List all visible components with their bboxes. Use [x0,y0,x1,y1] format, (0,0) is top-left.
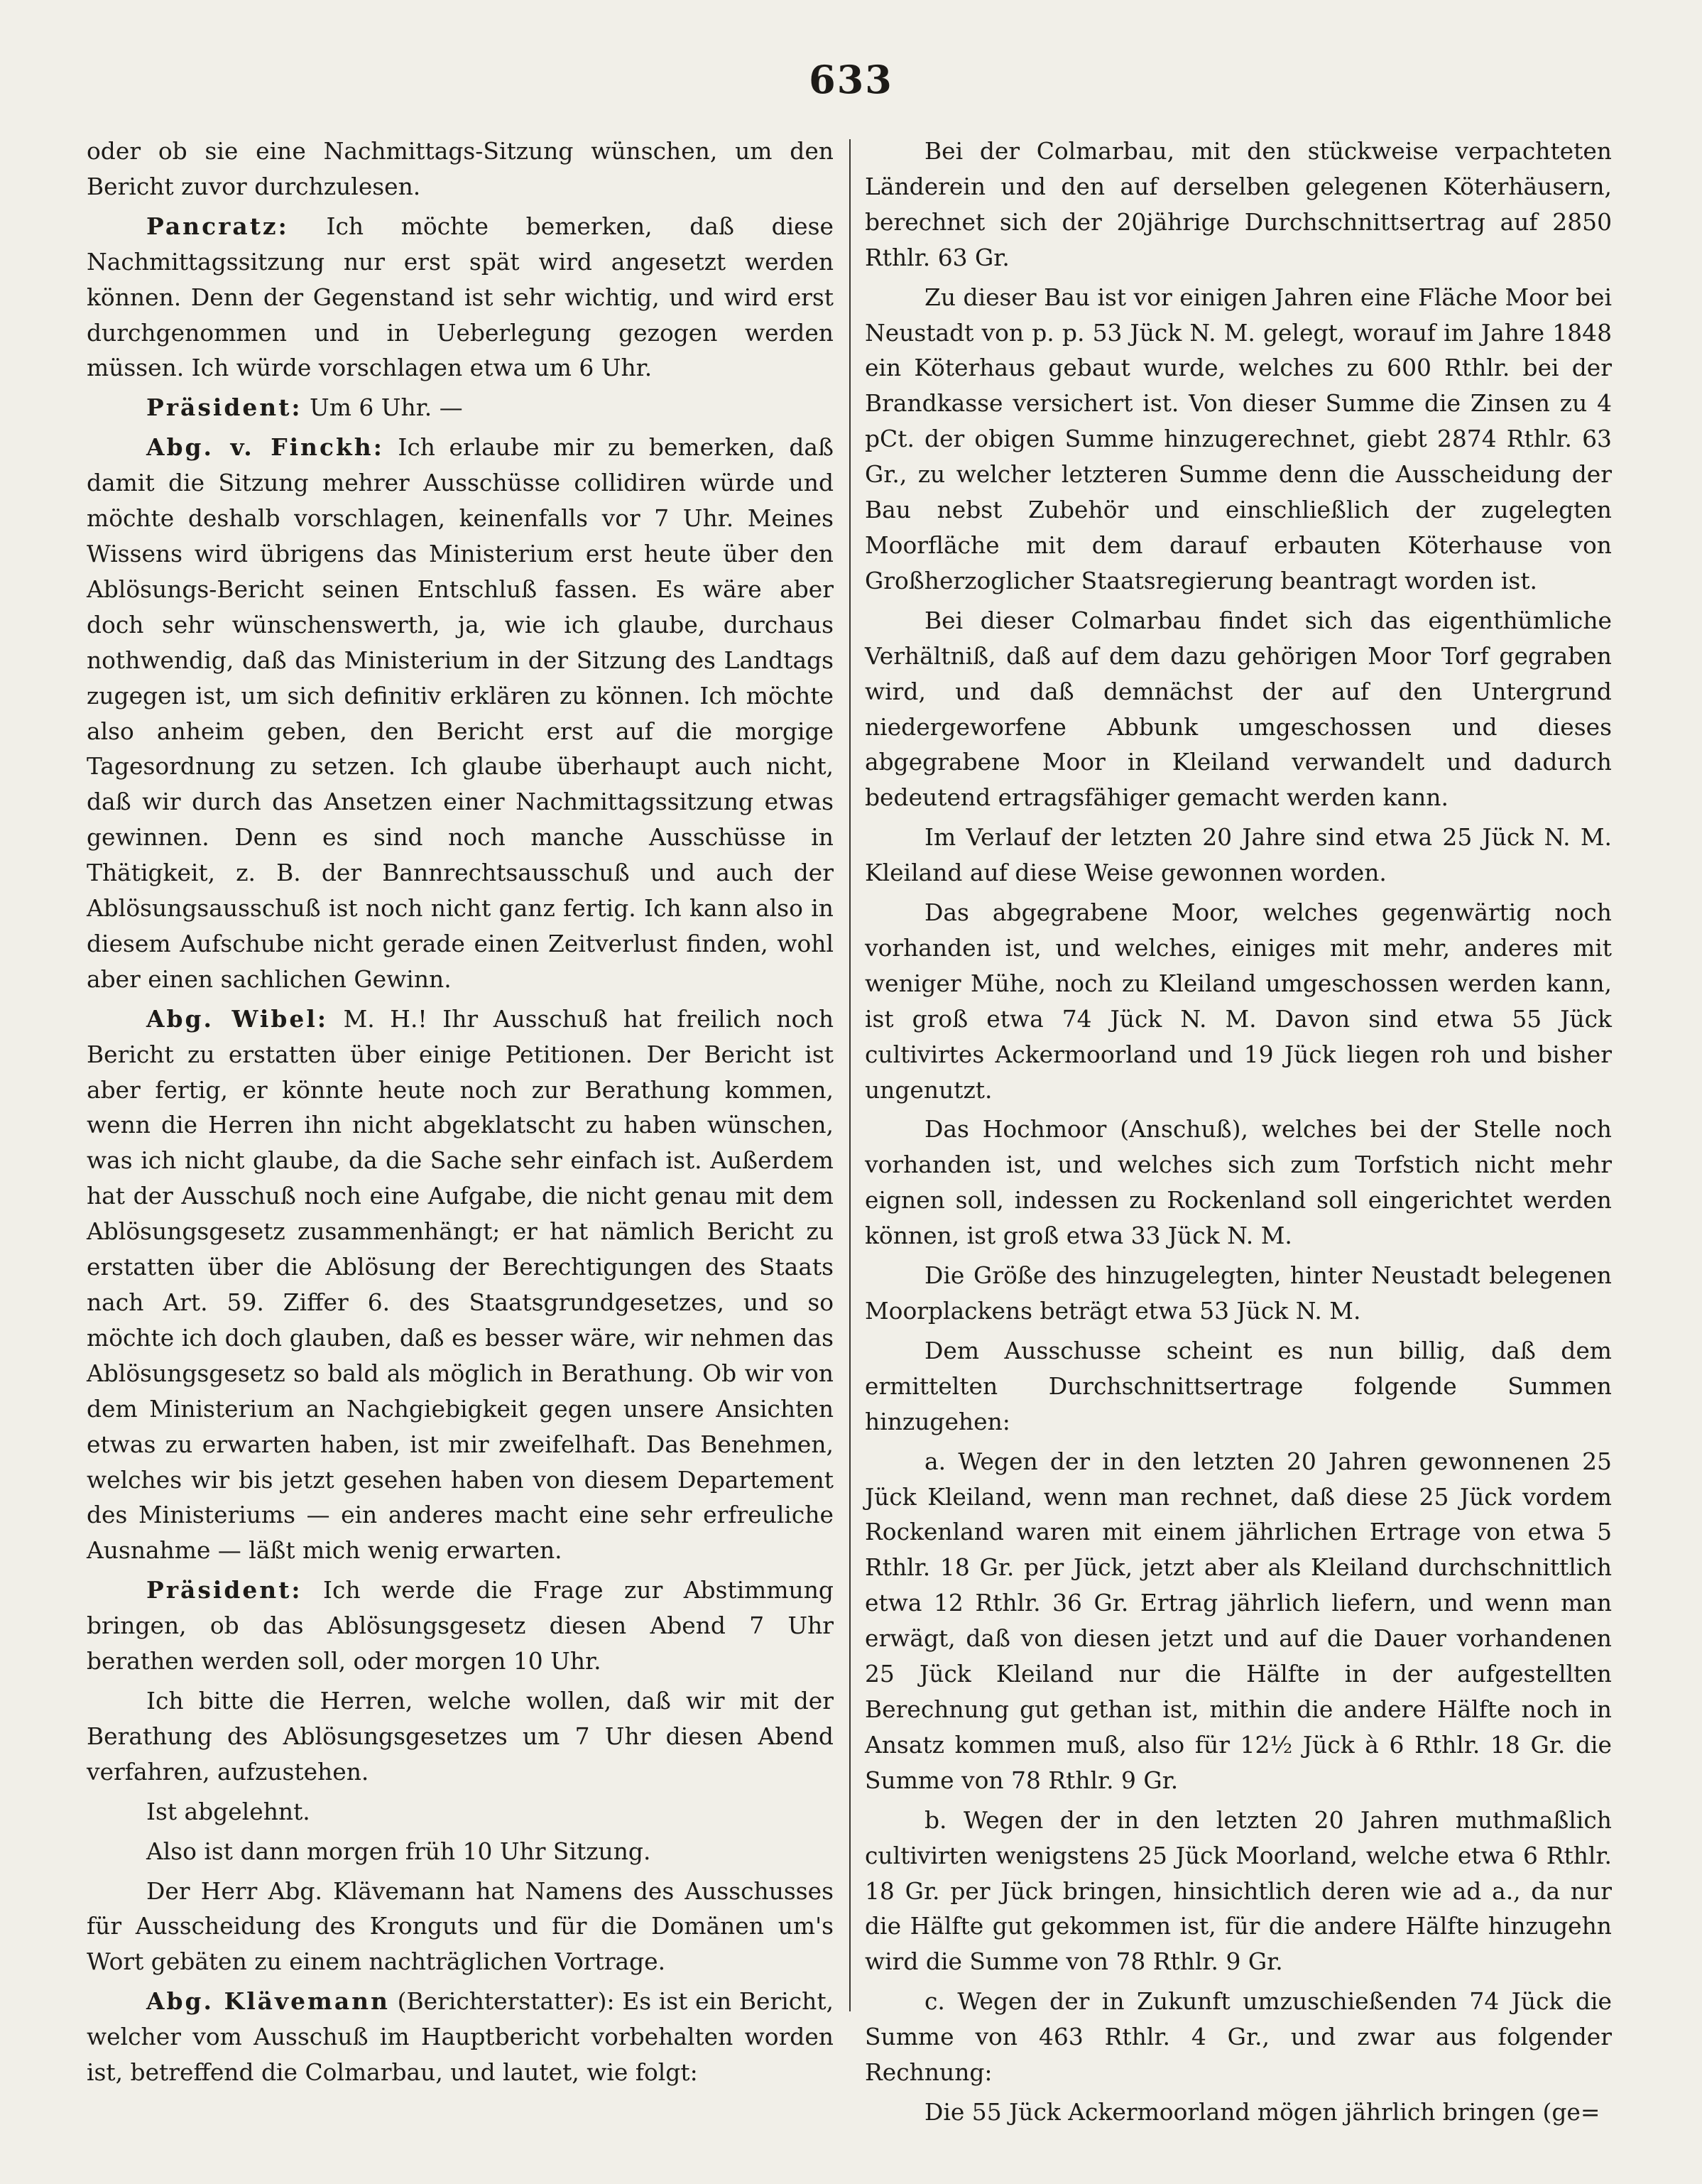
paragraph: a. Wegen der in den letzten 20 Jahren gewonnenen 25 Jück Kleiland, wenn man rechnet, daß diese 25 Jück vordem Rockenland waren mit einem jährlichen Ertrage von etwa 5 Rthlr. 18 Gr. per Jück, jetzt aber als Kleiland durchschnittlich etwa 12 Rthlr. 36 Gr. Ertrag jährlich liefern, und wenn man erwägt, daß von diesen jetzt und auf die Dauer vorhandenen 25 Jück Kleiland nur die Hälfte in der aufgestellten Berechnung gut gethan ist, mithin die andere Hälfte noch in Ansatz kommen muß, also für 12½ Jück à 6 Rthlr. 18 Gr. die Summe von 78 Rthlr. 9 Gr. [865,1447,1612,1794]
paragraph-text: Ich erlaube mir zu bemerken, daß damit die Sitzung mehrer Ausschüsse collidiren würde und möchte deshalb vorschlagen, keinenfalls vor 7 Uhr. Meines Wissens wird übrigens das Ministerium erst heute über den Ablösungs-Bericht seinen Entschluß fassen. Es wäre aber doch sehr wünschenswerth, ja, wie ich glaube, durchaus nothwendig, daß das Ministerium in der Sitzung des Landtags zugegen ist, um sich definitiv erklären zu können. Ich möchte also anheim geben, den Bericht erst auf die morgige Tagesordnung zu setzen. Ich glaube überhaupt auch nicht, daß wir durch das Ansetzen einer Nachmittagssitzung etwas gewinnen. Denn es sind noch manche Ausschüsse in Thätigkeit, z. B. der Bannrechtsausschuß und auch der Ablösungsausschuß ist noch nicht ganz fertig. Ich kann also in diesem Aufschube nicht gerade einen Zeitverlust finden, wohl aber einen sachlichen Gewinn. [87,433,834,993]
paragraph-text: Ich werde die Frage zur Abstimmung bringen, ob das Ablösungsgesetz diesen Abend 7 Uhr berathen werden soll, oder morgen 10 Uhr. [87,1576,834,1675]
speaker-name: Abg. Klävemann [146,1987,390,2016]
speaker-name: Präsident: [146,1576,302,1604]
left-column [87,134,834,2095]
paragraph [87,1874,834,1980]
paragraph [87,1001,834,1569]
paragraph-text: M. H.! Ihr Ausschuß hat freilich noch Bericht zu erstatten über einige Petitionen. Der Bericht ist aber fertig, er könnte heute noch zur Berathung kommen, wenn die Herren ihn nicht abgeklatscht zu haben wünschen, was ich nicht glaube, da die Sache sehr einfach ist. Außerdem hat der Ausschuß noch eine Aufgabe, die nicht genau mit dem Ablösungsgesetz zusammenhängt; er hat nämlich Bericht zu erstatten über die Ablösung der Berechtigungen des Staats nach Art. 59. Ziffer 6. des Staatsgrundgesetzes, und so möchte ich doch glauben, daß es besser wäre, wir nehmen das Ablösungsgesetz so bald als möglich in Berathung. Ob wir von dem Ministerium an Nachgiebigkeit gegen unsere Ansichten etwas zu erwarten haben, ist mir zweifelhaft. Das Benehmen, welches wir bis jetzt gesehen haben von diesem Departement des Ministeriums — ein anderes macht eine sehr erfreuliche Ausnahme — läßt mich wenig erwarten. [87,1004,834,1565]
paragraph-text: (Berichterstatter): Es ist ein Bericht, welcher vom Ausschuß im Hauptbericht vorbehalten worden ist, betreffend die Colmarbau, und lautet, wie folgt: [87,1987,834,2087]
speaker-name: Pancratz: [146,212,289,240]
paragraph: b. Wegen der in den letzten 20 Jahren muthmaßlich cultivirten wenigstens 25 Jück Moorland, welche etwa 6 Rthlr. 18 Gr. per Jück bringen, hinsichtlich deren wie ad a., da nur die Hälfte gut gekommen ist, für die andere Hälfte hinzugehn wird die Summe von 78 Rthlr. 9 Gr. [865,1805,1612,1976]
paragraph: Das abgegrabene Moor, welches gegenwärtig noch vorhanden ist, und welches, einiges mit mehr, anderes mit weniger Mühe, noch zu Kleiland umgeschossen werden kann, ist groß etwa 74 Jück N. M. Davon sind etwa 55 Jück cultivirtes Ackermoorland und 19 Jück liegen roh und bisher ungenutzt. [865,898,1612,1104]
paragraph [87,209,834,386]
paragraph: Zu dieser Bau ist vor einigen Jahren eine Fläche Moor bei Neustadt von p. p. 53 Jück N. M. gelegt, worauf im Jahre 1848 ein Köterhaus gebaut wurde, welches zu 600 Rthlr. bei der Brandkasse versichert ist. Von dieser Summe die Zinsen zu 4 pCt. der obigen Summe hinzugerechnet, giebt 2874 Rthlr. 63 Gr., zu welcher letzteren Summe denn die Ausscheidung der Bau nebst Zubehör und einschließlich der zugelegten Moorfläche mit dem darauf erbauten Köterhause von Großherzoglicher Staatsregierung beantragt worden ist. [865,283,1612,594]
paragraph-text: Ich möchte bemerken, daß diese Nachmittagssitzung nur erst spät wird angesetzt werden können. Denn der Gegenstand ist sehr wichtig, und wird erst durchgenommen und in Ueberlegung gezogen werden müssen. Ich würde vorschlagen etwa um 6 Uhr. [87,212,834,382]
speaker-name: Präsident: [146,393,302,422]
speaker-name: Abg. Wibel: [146,1004,328,1033]
paragraph: Bei dieser Colmarbau findet sich das eigenthümliche Verhältniß, daß auf dem dazu gehörigen Moor Torf gegraben wird, und daß demnächst der auf den Untergrund niedergeworfene Abbunk umgeschossen und dieses abgegrabene Moor in Kleiland verwandelt und dadurch bedeutend ertragsfähiger gemacht werden kann. [865,606,1612,812]
paragraph [87,134,834,205]
paragraph: Im Verlauf der letzten 20 Jahre sind etwa 25 Jück N. M. Kleiland auf diese Weise gewonnen worden. [865,823,1612,887]
paragraph [87,1834,834,1869]
paragraph [87,390,834,425]
paragraph-text: Der Herr Abg. Klävemann hat Namens des Ausschusses für Ausscheidung des Kronguts und für die Domänen um's Wort gebäten zu einem nachträglichen Vortrage. [87,1876,834,1976]
paragraph [87,1984,834,2090]
paragraph-text: Ich bitte die Herren, welche wollen, daß wir mit der Berathung des Ablösungsgesetzes um 7 Uhr diesen Abend verfahren, aufzustehen. [87,1686,834,1786]
paragraph: Bei der Colmarbau, mit den stückweise verpachteten Länderein und den auf derselben gelegenen Köterhäusern, berechnet sich der 20jährige Durchschnittsertrag auf 2850 Rthlr. 63 Gr. [865,137,1612,271]
paragraph [87,1683,834,1790]
right-column [865,134,1612,2134]
paragraph-text: Also ist dann morgen früh 10 Uhr Sitzung. [146,1837,651,1865]
paragraph: Die Größe des hinzugelegten, hinter Neustadt belegenen Moorplackens beträgt etwa 53 Jück N. M. [865,1261,1612,1325]
column-divider [849,139,851,2011]
paragraph-text: Ist abgelehnt. [146,1797,310,1825]
paragraph [87,430,834,997]
paragraph-text: oder ob sie eine Nachmittags-Sitzung wünschen, um den Bericht zuvor durchzulesen. [87,137,834,200]
paragraph: c. Wegen der in Zukunft umzuschießenden 74 Jück die Summe von 463 Rthlr. 4 Gr., und zwar aus folgender Rechnung: [865,1987,1612,2087]
paragraph [87,1794,834,1830]
paragraph-text: Um 6 Uhr. — [310,393,463,422]
page-number: 633 [809,57,893,102]
paragraph: Die 55 Jück Ackermoorland mögen jährlich bringen (ge= [924,2097,1600,2126]
paragraph: Das Hochmoor (Anschuß), welches bei der Stelle noch vorhanden ist, und welches sich zum Torfstich nicht mehr eignen soll, indessen zu Rockenland soll eingerichtet werden können, ist groß etwa 33 Jück N. M. [865,1115,1612,1250]
paragraph [87,1572,834,1679]
speaker-name: Abg. v. Finckh: [146,433,384,462]
paragraph: Dem Ausschusse scheint es nun billig, daß dem ermittelten Durchschnittsertrage folgende Summen hinzugehen: [865,1336,1612,1435]
